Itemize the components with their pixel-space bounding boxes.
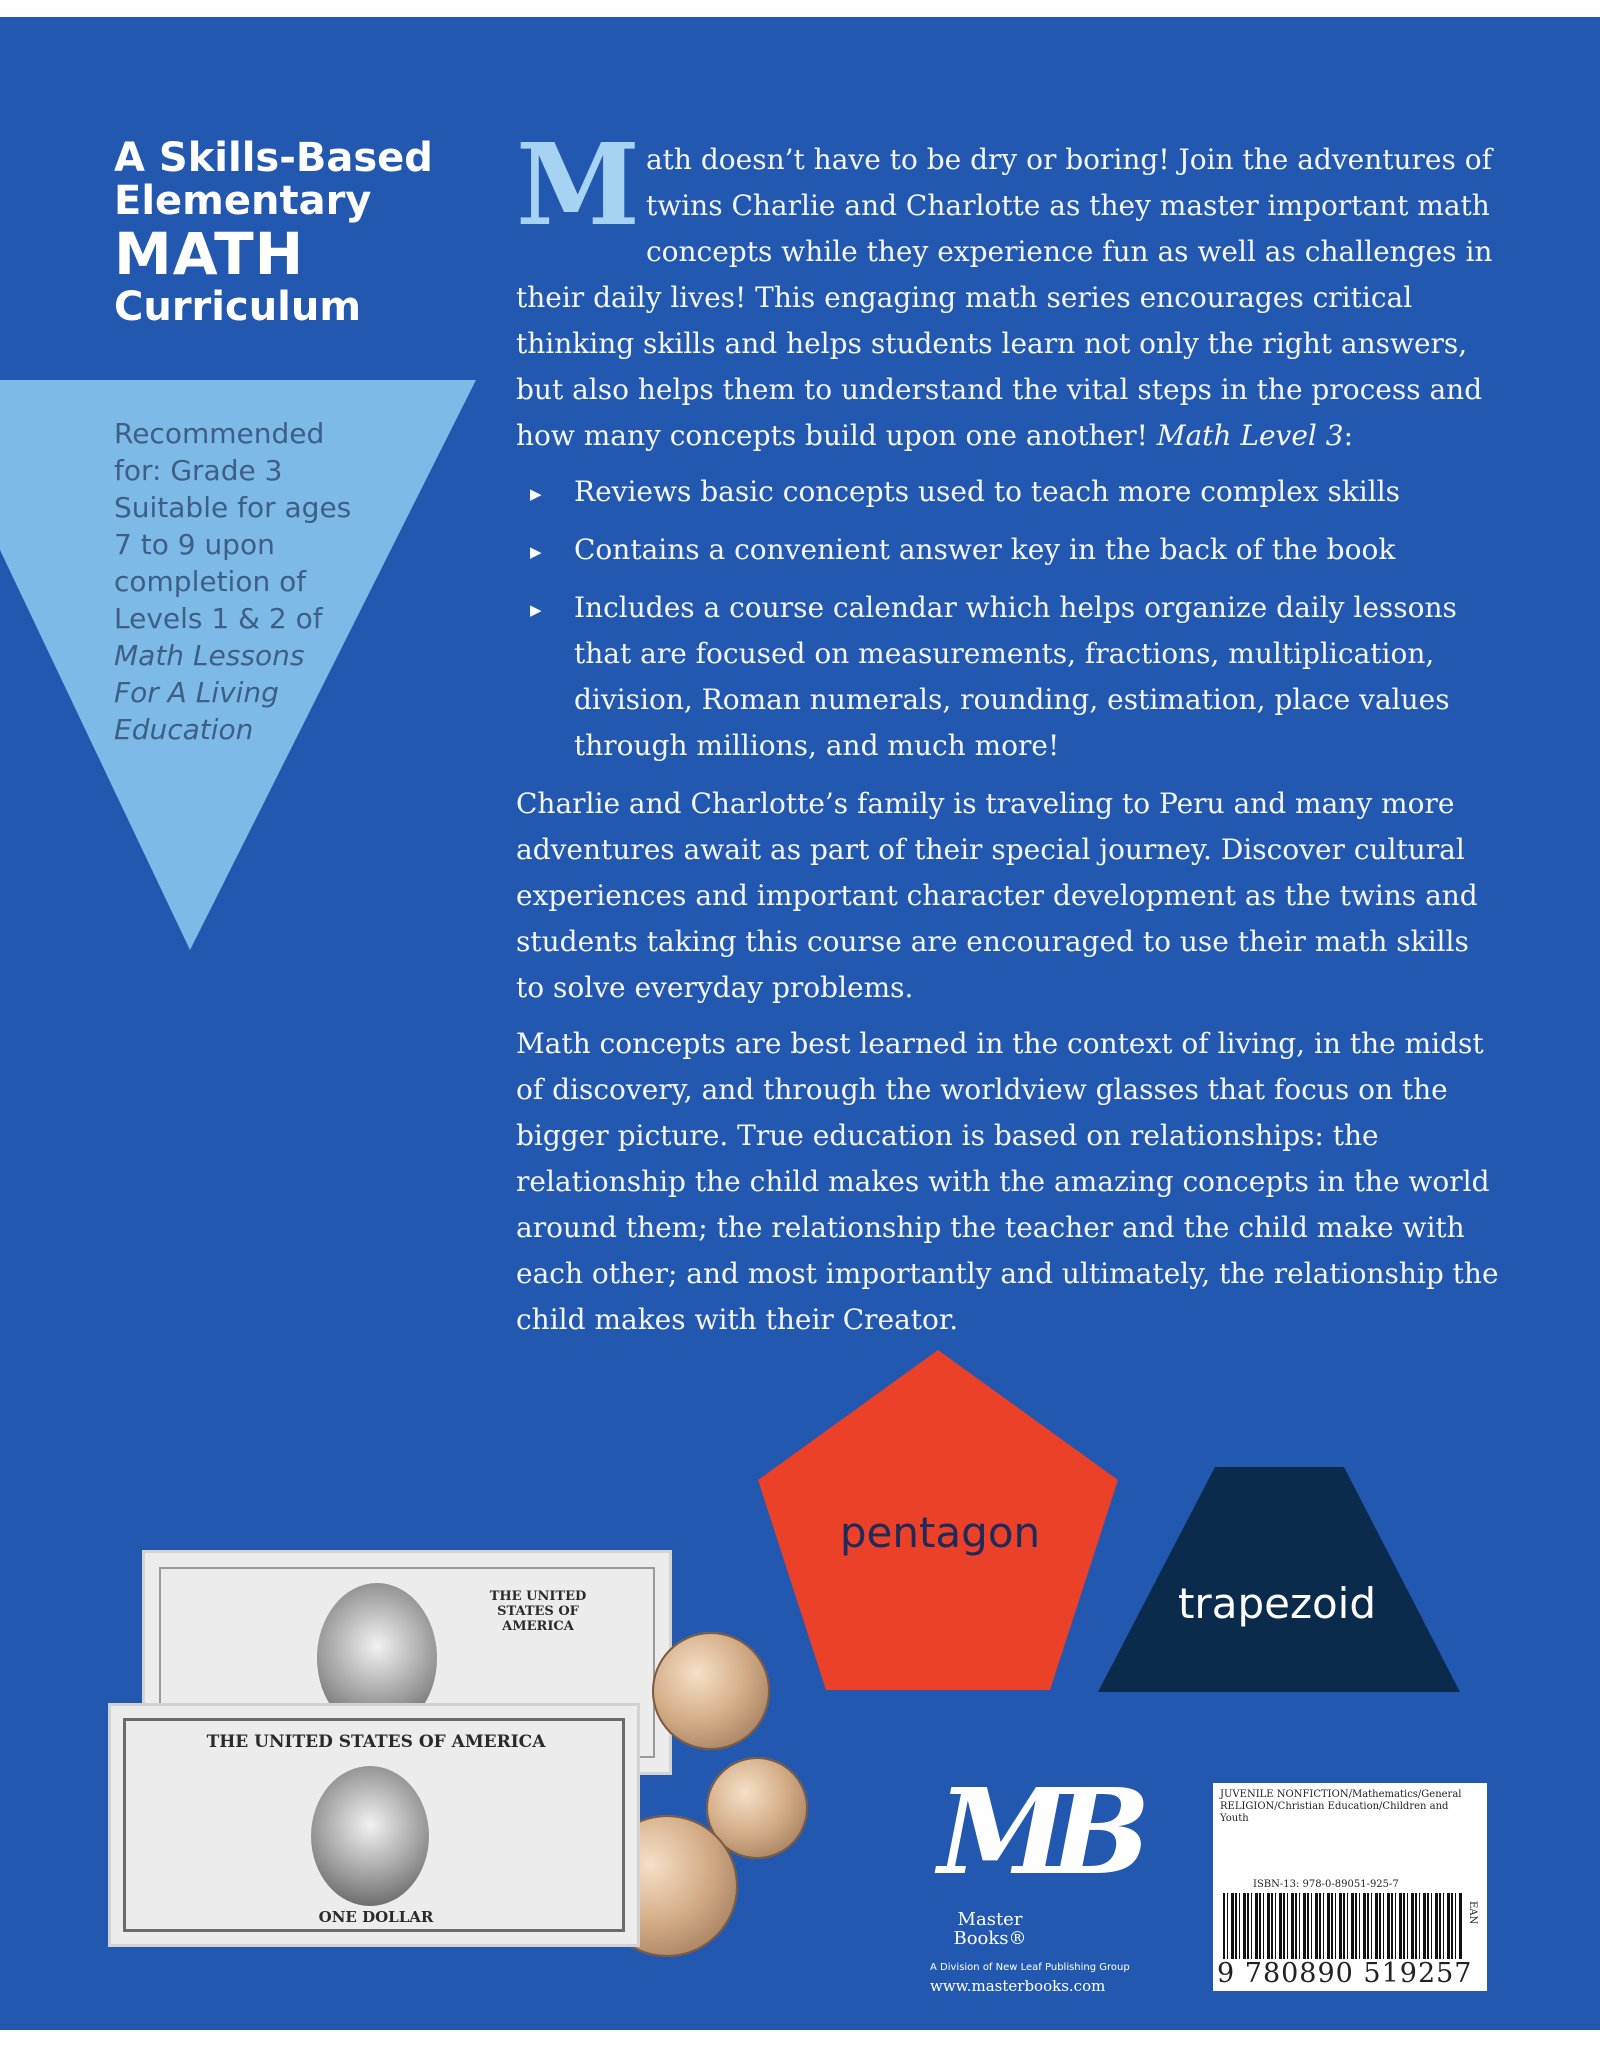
pentagon-label: pentagon (839, 1508, 1041, 1557)
bill1-bottom-text: ONE DOLLAR (318, 1908, 434, 1926)
rec-line: Levels 1 & 2 of (114, 602, 323, 635)
barcode-ean: EAN (1467, 1901, 1478, 1925)
isbn-barcode (1213, 1783, 1487, 1991)
feature-item: ▶ Includes a course calendar which helps organize daily lessons that are focused on measurements, fractions, multiplication, division, Roman numerals, rounding, estimation, place values through millions, and much more! (574, 585, 1501, 769)
barcode-bars (1223, 1893, 1463, 1965)
story-paragraph: Charlie and Charlotte’s family is traveling to Peru and many more adventures await as part of their special journey. Discover cultural experiences and important character development as the twins and students taking this course are encouraged to use their math skills to solve everyday problems. (516, 787, 1478, 1004)
logo-mark: MB (938, 1762, 1133, 1901)
tagline-line4: Curriculum (114, 284, 362, 330)
barcode-isbn: ISBN-13: 978-0-89051-925-7 (1253, 1879, 1399, 1890)
bill1-top-text: THE UNITED STATES OF AMERICA (206, 1732, 546, 1752)
barcode-number: 9 780890 519257 (1217, 1959, 1483, 1989)
rec-series-line: Education (114, 713, 254, 746)
logo-name: Master Books® (953, 1909, 1027, 1949)
rec-line: 7 to 9 upon (114, 528, 275, 561)
feature-item: ▶ Contains a convenient answer key in the back of the book (574, 527, 1501, 573)
one-dollar-bill (108, 1703, 640, 1947)
intro-book-title: Math Level 3 (1156, 419, 1344, 452)
rec-line: Recommended (114, 417, 325, 450)
rec-line: completion of (114, 565, 307, 598)
intro-colon: : (1343, 419, 1354, 452)
nickel-coin (652, 1632, 770, 1750)
logo-url: www.masterbooks.com (930, 1977, 1106, 1995)
philosophy-paragraph: Math concepts are best learned in the context of living, in the midst of discovery, and through the worldview glasses that focus on the bigger picture. True education is based on relationships: the relationship the child makes with the amazing concepts in the world around them; the relationship the teacher and the child make with each other; and most importantly and ultimately, the relationship the child makes with their Creator. (516, 1027, 1499, 1336)
bill5-text: THE UNITED STATES OF AMERICA (489, 1589, 587, 1634)
intro-text: ath doesn’t have to be dry or boring! Join the adventures of twins Charlie and Charlotte as they master important math concepts while they experience fun as well as challenges in their daily lives! This engaging math series encourages critical thinking skills and helps students learn not only the right answers, but also helps them to understand the vital steps in the process and how many concepts build upon one another! (516, 143, 1493, 452)
tagline-line2: Elementary (114, 178, 372, 225)
rec-line: Suitable for ages (114, 491, 352, 524)
master-books-logo (930, 1762, 1170, 2002)
logo-division: A Division of New Leaf Publishing Group (930, 1962, 1130, 1973)
barcode-subject: JUVENILE NONFICTION/Mathematics/General RELIGION/Christian Education/Children and Youth (1220, 1789, 1462, 1824)
tagline-line1: A Skills-Based (114, 135, 433, 181)
trapezoid-label: trapezoid (1177, 1579, 1377, 1628)
rec-line: for: Grade 3 (114, 454, 283, 487)
drop-cap: M (516, 120, 640, 251)
rec-series-line: Math Lessons (114, 639, 305, 672)
book-back-cover (0, 17, 1600, 2030)
feature-item: ▶ Reviews basic concepts used to teach more complex skills (574, 469, 1501, 515)
rec-series-line: For A Living (114, 676, 279, 709)
tagline-line3: MATH (114, 220, 305, 289)
washington-portrait (311, 1766, 429, 1906)
